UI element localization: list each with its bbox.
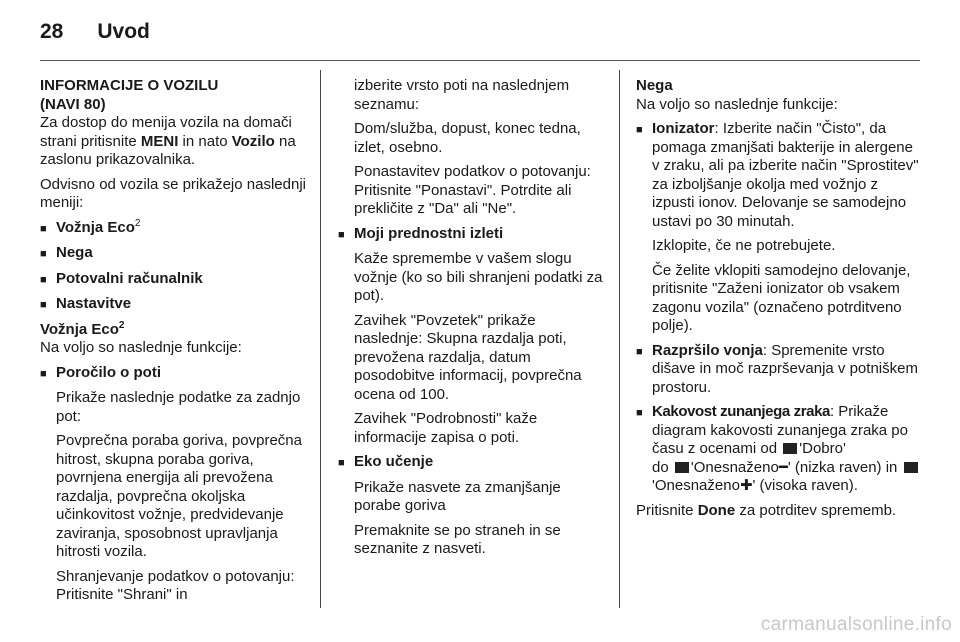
ionizer-paragraph: Izklopite, če ne potrebujete. bbox=[652, 237, 836, 254]
list-item: ■ Moji prednostni izleti bbox=[338, 225, 608, 245]
list-item: ■ Nega bbox=[40, 244, 310, 264]
menus-paragraph: Odvisno od vozila se prikažejo naslednji meniji: bbox=[40, 175, 306, 211]
section-heading: INFORMACIJE O VOZILU bbox=[40, 77, 219, 94]
air-low-icon bbox=[675, 462, 689, 473]
column-divider-1 bbox=[320, 70, 321, 608]
bullet-icon: ■ bbox=[40, 273, 47, 286]
report-paragraph: Shranjevanje podatkov o potovanju: Pritisnite "Shrani" in bbox=[56, 567, 295, 603]
vozilo-keyword: Vozilo bbox=[231, 132, 275, 150]
section-subheading: (NAVI 80) bbox=[40, 95, 106, 113]
list-item: ■ Nastavitve bbox=[40, 295, 310, 315]
eco-intro: Na voljo so naslednje funkcije: bbox=[40, 339, 242, 356]
care-heading: Nega bbox=[636, 77, 673, 94]
routes-paragraph: Zavihek "Podrobnosti" kaže informacije zapisa o poti. bbox=[354, 410, 538, 446]
bullet-icon: ■ bbox=[636, 124, 643, 136]
routes-paragraph: Kaže spremembe v vašem slogu vožnje (ko so bili shranjeni podatki za pot). bbox=[354, 250, 603, 304]
care-intro: Na voljo so naslednje funkcije: bbox=[636, 95, 838, 113]
bullet-icon: ■ bbox=[338, 228, 345, 241]
column-2 bbox=[338, 77, 608, 565]
bullet-icon: ■ bbox=[636, 345, 643, 358]
reset-paragraph: Ponastavitev podatkov o potovanju: Pritisnite "Ponastavi". Potrdite ali prekličite z "Da" ali "Ne". bbox=[354, 163, 591, 217]
bullet-icon: ■ bbox=[40, 248, 47, 260]
eco-paragraph: Premaknite se po straneh in se seznanite z nasveti. bbox=[354, 521, 561, 557]
watermark: carmanualsonline.info bbox=[760, 614, 952, 635]
list-item: ■ Poročilo o poti bbox=[40, 364, 310, 384]
routes-paragraph: Zavihek "Povzetek" prikaže naslednje: Skupna razdalja poti, prevožena razdalja, datum posodobitve informacij, povprečna ocena od 100. bbox=[354, 311, 582, 403]
bullet-icon: ■ bbox=[40, 299, 47, 311]
bullet-icon: ■ bbox=[40, 367, 47, 380]
trip-type-paragraph: izberite vrsto poti na naslednjem seznamu: bbox=[354, 77, 570, 113]
done-keyword: Done bbox=[697, 501, 736, 519]
page-title: Uvod bbox=[97, 20, 150, 43]
report-paragraph: Povprečna poraba goriva, povprečna hitrost, skupna poraba goriva, povrnjena energija ali prevožena razdalja, povprečna okoljska učinkovitost vožnje, predvidevanje zaviranja, sposobnost upravljanja hitrosti vozila. bbox=[56, 432, 302, 560]
column-divider-2 bbox=[619, 70, 620, 608]
list-item: ■ Vožnja Eco$^2$ bbox=[40, 219, 310, 239]
air-good-icon bbox=[783, 443, 797, 454]
report-paragraph: Prikaže naslednje podatke za zadnjo pot: bbox=[56, 389, 301, 425]
column-1 bbox=[40, 77, 310, 611]
eco-paragraph: Prikaže nasvete za zmanjšanje porabe goriva bbox=[354, 478, 561, 514]
page-number: 28 bbox=[40, 20, 64, 43]
bullet-icon: ■ bbox=[40, 222, 47, 235]
header-rule bbox=[40, 60, 920, 61]
menu-keyword: MENI bbox=[140, 132, 179, 150]
done-paragraph: Pritisnite Done za potrditev sprememb. bbox=[636, 501, 897, 519]
trip-types-paragraph: Dom/služba, dopust, konec tedna, izlet, osebno. bbox=[354, 120, 581, 156]
air-high-icon bbox=[904, 462, 918, 473]
page-header bbox=[40, 12, 150, 52]
bullet-icon: ■ bbox=[338, 457, 345, 469]
list-item: ■ Kakovost zunanjega zraka: Prikaže diagram kakovosti zunanjega zraka po času z ocenami od 'Dobro' do 'Onesnaženo━' (nizka raven) in 'Onesnaženo✚' (visoka raven). bbox=[636, 403, 920, 496]
bullet-icon: ■ bbox=[636, 407, 643, 419]
column-3 bbox=[636, 77, 920, 526]
list-item: ■ Ionizator: Izberite način "Čisto", da pomaga zmanjšati bakterije in alergene v zraku, ali pa izberite način "Sprostitev" za izboljšanje okolja med vožnjo z izpusti ionov. Delovanje se samodejno ustavi po 30 minutah. bbox=[636, 120, 919, 230]
ionizer-paragraph: Če želite vklopiti samodejno delovanje, pritisnite "Zaženi ionizator ob vsakem zagonu vozila" (označeno potrditveno polje). bbox=[652, 261, 911, 334]
plus-icon: ✚ bbox=[739, 477, 753, 494]
eco-heading: Vožnja Eco$^2$ bbox=[40, 319, 125, 338]
list-item: ■ Razpršilo vonja: Spremenite vrsto dišave in moč razprševanja v potniškem prostoru. bbox=[636, 341, 918, 396]
list-item: ■ Eko učenje bbox=[338, 453, 608, 473]
intro-paragraph: Za dostop do menija vozila na domači strani pritisnite MENI in nato Vozilo na zaslonu prikazovalnika. bbox=[40, 114, 296, 168]
minus-icon: ━ bbox=[778, 458, 788, 476]
list-item: ■ Potovalni računalnik bbox=[40, 270, 310, 290]
